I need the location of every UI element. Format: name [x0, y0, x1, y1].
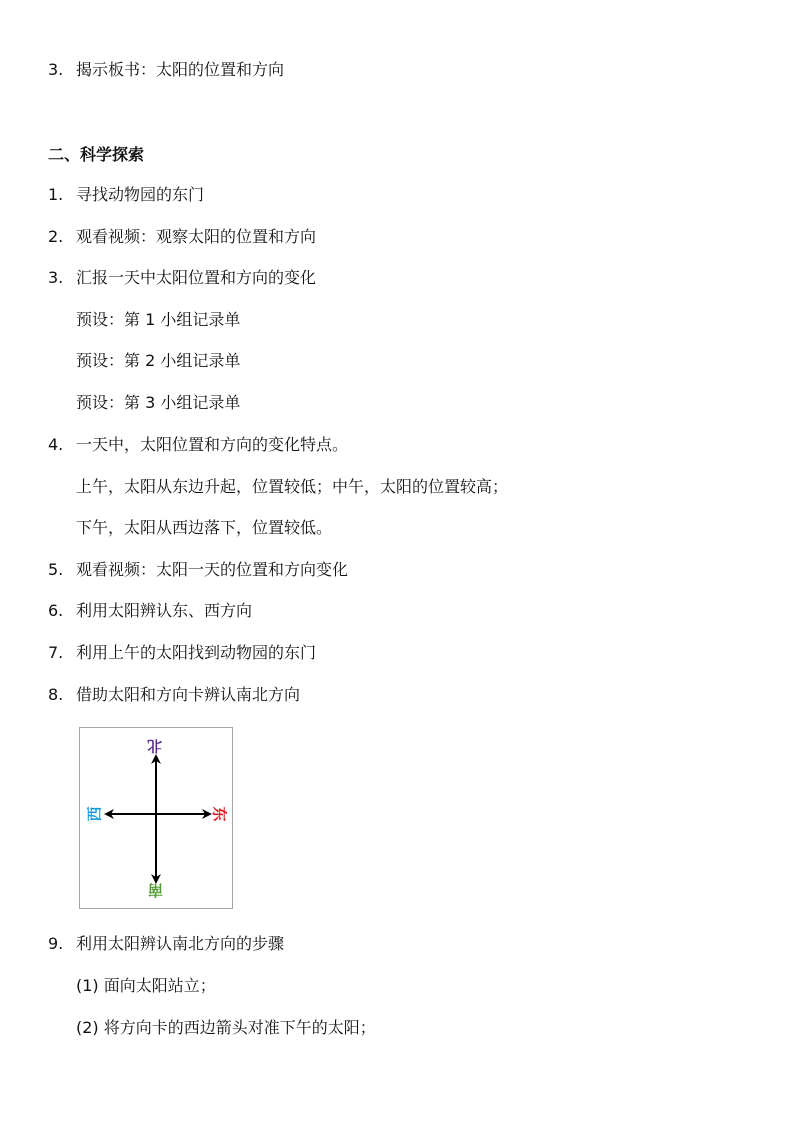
- preset-line: 预设：第 3 小组记录单: [76, 393, 241, 412]
- feature-line: 上午，太阳从东边升起，位置较低；中午，太阳的位置较高；: [76, 477, 509, 496]
- south-label: 南: [148, 881, 164, 899]
- item-number: 9.: [48, 934, 64, 953]
- item-number: 1.: [48, 185, 64, 204]
- item-text: 汇报一天中太阳位置和方向的变化: [76, 268, 317, 287]
- step-line: (1) 面向太阳站立；: [76, 976, 216, 995]
- section-heading: 二、科学探索: [48, 145, 145, 164]
- direction-card: [79, 727, 233, 909]
- item-text: 利用太阳辨认东、西方向: [76, 601, 253, 620]
- item-number: 2.: [48, 227, 64, 246]
- item-text: 寻找动物园的东门: [76, 185, 205, 204]
- west-label: 西: [85, 806, 104, 822]
- preset-line: 预设：第 2 小组记录单: [76, 351, 241, 370]
- item-number: 6.: [48, 601, 64, 620]
- item-number: 8.: [48, 685, 64, 704]
- item-text: 观看视频：太阳一天的位置和方向变化: [76, 560, 349, 579]
- item-number: 5.: [48, 560, 64, 579]
- item-number: 3.: [48, 60, 64, 79]
- item-text: 利用太阳辨认南北方向的步骤: [76, 934, 285, 953]
- step-line: (2) 将方向卡的西边箭头对准下午的太阳；: [76, 1018, 376, 1037]
- item-text: 观看视频：观察太阳的位置和方向: [76, 227, 317, 246]
- item-text: 一天中，太阳位置和方向的变化特点。: [76, 435, 349, 454]
- item-text: 揭示板书：太阳的位置和方向: [76, 60, 285, 79]
- item-number: 3.: [48, 268, 64, 287]
- item-text: 借助太阳和方向卡辨认南北方向: [76, 685, 301, 704]
- north-label: 北: [147, 737, 163, 755]
- preset-line: 预设：第 1 小组记录单: [76, 310, 241, 329]
- item-number: 7.: [48, 643, 64, 662]
- feature-line: 下午，太阳从西边落下，位置较低。: [76, 518, 333, 537]
- item-text: 利用上午的太阳找到动物园的东门: [76, 643, 317, 662]
- east-label: 东: [210, 806, 229, 822]
- item-number: 4.: [48, 435, 64, 454]
